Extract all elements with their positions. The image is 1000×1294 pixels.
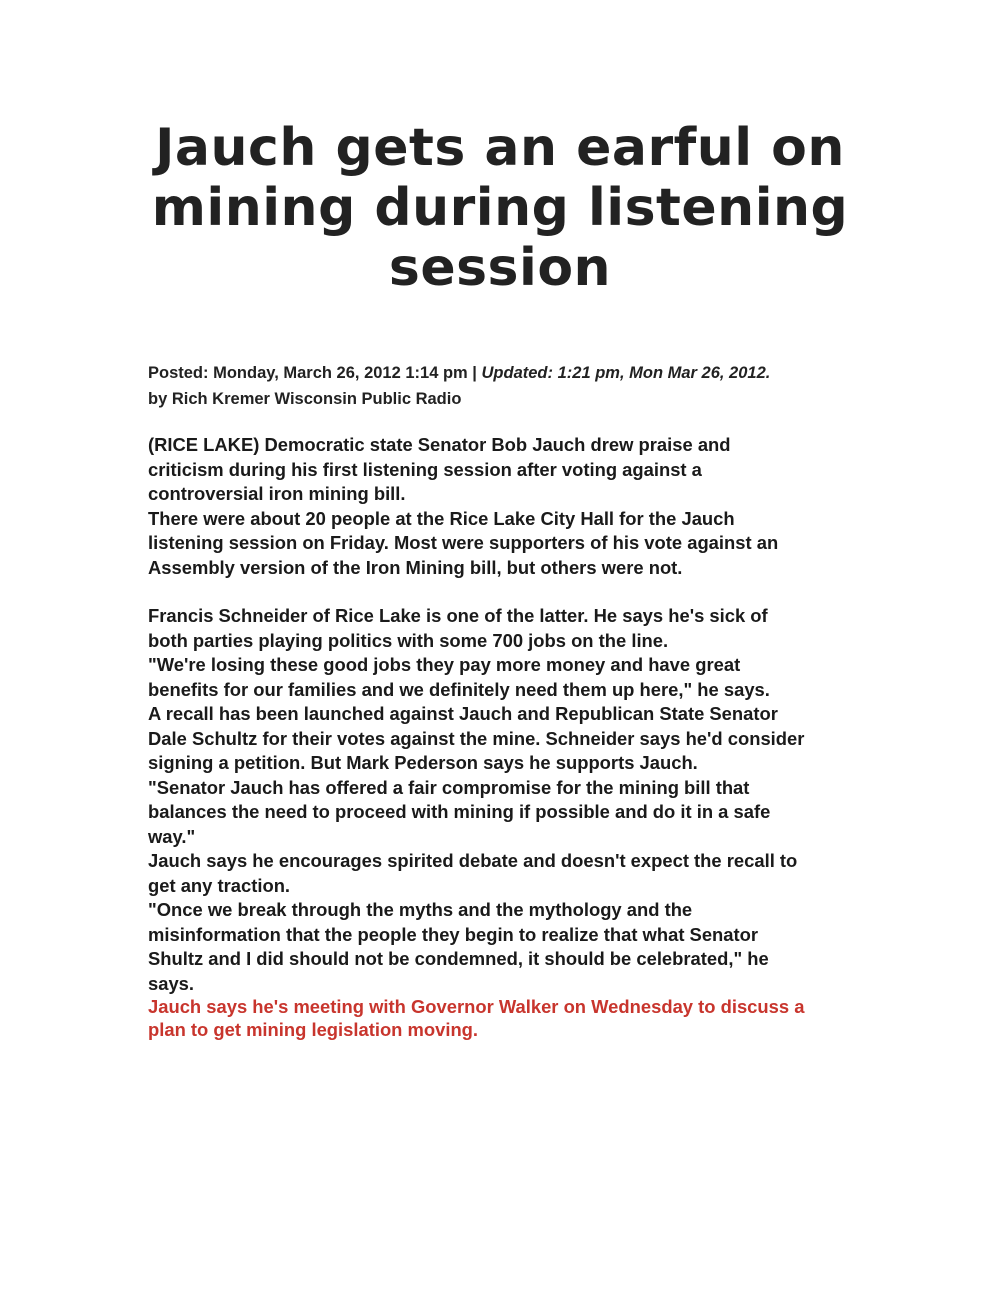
text-line: get any traction. [148,874,291,896]
dateline [148,360,868,386]
text-line: misinformation that the people they begin to realize that what Senator [148,923,759,945]
paragraph-recall [148,702,860,776]
text-line: Jauch says he encourages spirited debate and doesn't expect the recall to [148,850,798,871]
text-line: way." [148,825,196,847]
paragraph-gap [148,580,860,604]
text-line: plan to get mining legislation moving. [148,1018,479,1040]
byline: by Rich Kremer Wisconsin Public Radio [148,390,462,408]
text-line: "Once we break through the myths and the mythology and the [148,899,693,920]
article-headline: Jauch gets an earful on mining during listening session [151,118,849,298]
text-line: balances the need to proceed with mining if possible and do it in a safe [148,801,771,822]
text-line: "We're losing these good jobs they pay more money and have great [148,654,741,675]
text-line: Assembly version of the Iron Mining bill, but others were not. [148,556,683,578]
paragraph-schneider [148,604,860,653]
text-line: says. [148,972,195,994]
text-line: Francis Schneider of Rice Lake is one of the latter. He says he's sick of [148,605,768,626]
paragraph-quote-myths [148,898,860,996]
text-line: controversial iron mining bill. [148,483,406,504]
paragraph-attendance [148,507,860,581]
text-line: There were about 20 people at the Rice Lake City Hall for the Jauch [148,507,735,529]
posted-date: Posted: Monday, March 26, 2012 1:14 pm | [148,364,477,382]
text-line: benefits for our families and we definitely need them up here," he says. [148,678,770,700]
updated-date: Updated: 1:21 pm, Mon Mar 26, 2012. [481,364,771,382]
text-line: Dale Schultz for their votes against the mine. Schneider says he'd consider [148,727,805,749]
text-line: Shultz and I did should not be condemned, it should be celebrated," he [148,948,769,969]
text-line: listening session on Friday. Most were supporters of his vote against an [148,532,779,553]
text-line: criticism during his first listening session after voting against a [148,458,702,480]
paragraph-quote-compromise [148,776,860,850]
paragraph-debate [148,849,860,898]
paragraph-quote-jobs [148,653,860,702]
article-meta [148,360,868,412]
text-line: Jauch says he's meeting with Governor Walker on Wednesday to discuss a [148,996,805,1017]
text-line: (RICE LAKE) Democratic state Senator Bob Jauch drew praise and [148,434,731,455]
article-body [148,433,860,1041]
text-line: both parties playing politics with some 700 jobs on the line. [148,629,669,651]
paragraph-intro [148,433,860,507]
text-line: A recall has been launched against Jauch and Republican State Senator [148,703,778,724]
text-line: signing a petition. But Mark Pederson says he supports Jauch. [148,752,698,773]
paragraph-highlight [148,996,860,1041]
text-line: "Senator Jauch has offered a fair compromise for the mining bill that [148,776,750,798]
